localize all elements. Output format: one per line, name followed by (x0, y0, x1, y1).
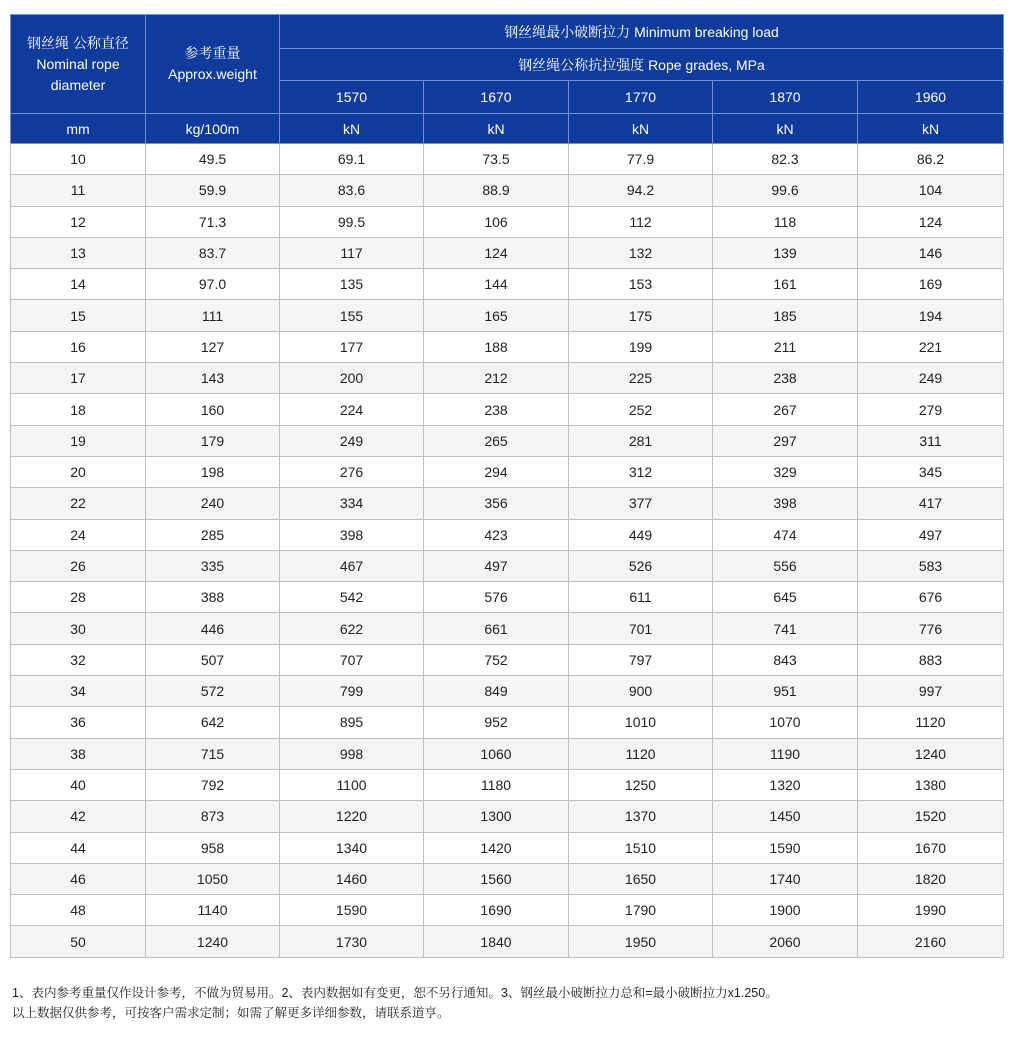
header-unit: kN (280, 114, 424, 144)
table-cell: 1670 (858, 832, 1004, 863)
header-diameter-cn: 钢丝绳 公称直径 (27, 34, 129, 51)
table-cell: 345 (858, 456, 1004, 487)
table-cell: 1380 (858, 769, 1004, 800)
table-row (11, 863, 1004, 894)
table-cell: 127 (146, 331, 280, 362)
table-cell: 249 (280, 425, 424, 456)
table-cell: 642 (146, 707, 280, 738)
table-cell: 1140 (146, 895, 280, 926)
table-row (11, 363, 1004, 394)
table-cell: 497 (424, 550, 569, 581)
table-cell: 13 (11, 237, 146, 268)
table-row (11, 175, 1004, 206)
table-cell: 497 (858, 519, 1004, 550)
table-cell: 281 (569, 425, 713, 456)
table-cell: 211 (713, 331, 858, 362)
table-cell: 572 (146, 676, 280, 707)
table-cell: 1370 (569, 801, 713, 832)
table-row (11, 300, 1004, 331)
table-cell: 97.0 (146, 269, 280, 300)
table-cell: 1180 (424, 769, 569, 800)
table-cell: 1240 (858, 738, 1004, 769)
header-grade: 1960 (858, 81, 1004, 114)
table-cell: 707 (280, 644, 424, 675)
header-unit: kN (424, 114, 569, 144)
table-row (11, 582, 1004, 613)
table-cell: 715 (146, 738, 280, 769)
table-cell: 144 (424, 269, 569, 300)
table-cell: 22 (11, 488, 146, 519)
table-cell: 1240 (146, 926, 280, 957)
table-row (11, 456, 1004, 487)
table-cell: 188 (424, 331, 569, 362)
table-cell: 1070 (713, 707, 858, 738)
table-cell: 2060 (713, 926, 858, 957)
table-cell: 356 (424, 488, 569, 519)
table-cell: 94.2 (569, 175, 713, 206)
header-unit: kN (569, 114, 713, 144)
table-cell: 849 (424, 676, 569, 707)
header-breaking-load: 钢丝绳最小破断拉力 Minimum breaking load (280, 15, 1004, 49)
table-cell: 86.2 (858, 144, 1004, 175)
header-unit: kg/100m (146, 114, 280, 144)
table-cell: 997 (858, 676, 1004, 707)
table-row (11, 644, 1004, 675)
table-cell: 311 (858, 425, 1004, 456)
table-row (11, 801, 1004, 832)
table-cell: 645 (713, 582, 858, 613)
table-cell: 1730 (280, 926, 424, 957)
table-cell: 1690 (424, 895, 569, 926)
table-cell: 14 (11, 269, 146, 300)
table-cell: 1340 (280, 832, 424, 863)
table-cell: 1190 (713, 738, 858, 769)
table-cell: 279 (858, 394, 1004, 425)
table-cell: 542 (280, 582, 424, 613)
table-cell: 1990 (858, 895, 1004, 926)
table-cell: 1300 (424, 801, 569, 832)
header-diameter-en: Nominal rope diameter (36, 55, 120, 93)
table-cell: 1560 (424, 863, 569, 894)
table-cell: 1790 (569, 895, 713, 926)
table-cell: 1460 (280, 863, 424, 894)
table-row (11, 676, 1004, 707)
table-cell: 741 (713, 613, 858, 644)
table-cell: 1950 (569, 926, 713, 957)
table-cell: 69.1 (280, 144, 424, 175)
table-cell: 335 (146, 550, 280, 581)
table-cell: 895 (280, 707, 424, 738)
table-row (11, 144, 1004, 175)
table-cell: 1520 (858, 801, 1004, 832)
header-diameter (11, 15, 146, 114)
table-cell: 112 (569, 206, 713, 237)
header-unit-row (11, 114, 1004, 144)
table-cell: 99.6 (713, 175, 858, 206)
footnote-line-1: 1、表内参考重量仅作设计参考，不做为贸易用。2、表内数据如有变更，恕不另行通知。3、钢丝最小破断拉力总和=最小破断拉力x1.250。 (12, 986, 778, 1000)
table-cell: 423 (424, 519, 569, 550)
table-cell: 143 (146, 363, 280, 394)
table-cell: 249 (858, 363, 1004, 394)
table-row (11, 488, 1004, 519)
table-row (11, 769, 1004, 800)
table-cell: 1450 (713, 801, 858, 832)
header-grade: 1870 (713, 81, 858, 114)
table-cell: 88.9 (424, 175, 569, 206)
table-cell: 32 (11, 644, 146, 675)
table-cell: 165 (424, 300, 569, 331)
header-unit: kN (713, 114, 858, 144)
table-cell: 2160 (858, 926, 1004, 957)
table-cell: 124 (424, 237, 569, 268)
table-cell: 958 (146, 832, 280, 863)
table-cell: 611 (569, 582, 713, 613)
table-cell: 24 (11, 519, 146, 550)
table-cell: 198 (146, 456, 280, 487)
table-cell: 776 (858, 613, 1004, 644)
table-cell: 10 (11, 144, 146, 175)
table-cell: 576 (424, 582, 569, 613)
table-cell: 526 (569, 550, 713, 581)
table-cell: 106 (424, 206, 569, 237)
table-cell: 169 (858, 269, 1004, 300)
table-cell: 139 (713, 237, 858, 268)
table-cell: 1650 (569, 863, 713, 894)
table-row (11, 394, 1004, 425)
table-cell: 238 (713, 363, 858, 394)
table-cell: 952 (424, 707, 569, 738)
header-weight-cn: 参考重量 (184, 45, 241, 61)
table-cell: 1120 (569, 738, 713, 769)
table-cell: 19 (11, 425, 146, 456)
table-cell: 44 (11, 832, 146, 863)
table-cell: 1820 (858, 863, 1004, 894)
table-cell: 276 (280, 456, 424, 487)
table-cell: 124 (858, 206, 1004, 237)
table-cell: 118 (713, 206, 858, 237)
footnote-line-2: 以上数据仅供参考，可按客户需求定制；如需了解更多详细参数，请联系道亨。 (12, 1006, 450, 1020)
table-cell: 117 (280, 237, 424, 268)
table-row (11, 895, 1004, 926)
footnotes (12, 983, 1002, 1023)
table-cell: 285 (146, 519, 280, 550)
table-cell: 792 (146, 769, 280, 800)
table-cell: 388 (146, 582, 280, 613)
table-cell: 42 (11, 801, 146, 832)
table-cell: 446 (146, 613, 280, 644)
table-cell: 417 (858, 488, 1004, 519)
table-cell: 334 (280, 488, 424, 519)
table-cell: 265 (424, 425, 569, 456)
table-row (11, 550, 1004, 581)
table-row (11, 269, 1004, 300)
table-cell: 15 (11, 300, 146, 331)
table-cell: 1740 (713, 863, 858, 894)
table-cell: 267 (713, 394, 858, 425)
table-row (11, 206, 1004, 237)
table-cell: 146 (858, 237, 1004, 268)
table-cell: 583 (858, 550, 1004, 581)
table-row (11, 707, 1004, 738)
table-cell: 1100 (280, 769, 424, 800)
table-cell: 843 (713, 644, 858, 675)
table-cell: 160 (146, 394, 280, 425)
table-cell: 77.9 (569, 144, 713, 175)
table-cell: 752 (424, 644, 569, 675)
table-cell: 398 (713, 488, 858, 519)
rope-spec-table (10, 14, 1004, 958)
table-cell: 179 (146, 425, 280, 456)
table-cell: 20 (11, 456, 146, 487)
table-cell: 185 (713, 300, 858, 331)
table-cell: 73.5 (424, 144, 569, 175)
table-cell: 16 (11, 331, 146, 362)
table-row (11, 331, 1004, 362)
table-cell: 883 (858, 644, 1004, 675)
table-cell: 622 (280, 613, 424, 644)
table-cell: 224 (280, 394, 424, 425)
header-grade: 1570 (280, 81, 424, 114)
table-cell: 998 (280, 738, 424, 769)
table-cell: 46 (11, 863, 146, 894)
table-cell: 104 (858, 175, 1004, 206)
table-cell: 30 (11, 613, 146, 644)
table-cell: 797 (569, 644, 713, 675)
table-cell: 177 (280, 331, 424, 362)
table-cell: 1590 (280, 895, 424, 926)
table-cell: 155 (280, 300, 424, 331)
table-cell: 951 (713, 676, 858, 707)
table-cell: 12 (11, 206, 146, 237)
table-cell: 212 (424, 363, 569, 394)
table-cell: 17 (11, 363, 146, 394)
table-cell: 238 (424, 394, 569, 425)
table-cell: 1050 (146, 863, 280, 894)
table-cell: 449 (569, 519, 713, 550)
table-cell: 240 (146, 488, 280, 519)
table-cell: 153 (569, 269, 713, 300)
table-cell: 111 (146, 300, 280, 331)
table-cell: 1120 (858, 707, 1004, 738)
table-cell: 18 (11, 394, 146, 425)
table-cell: 83.7 (146, 237, 280, 268)
table-row (11, 832, 1004, 863)
table-cell: 199 (569, 331, 713, 362)
table-cell: 34 (11, 676, 146, 707)
table-cell: 329 (713, 456, 858, 487)
table-cell: 507 (146, 644, 280, 675)
table-body (11, 144, 1004, 958)
table-cell: 1510 (569, 832, 713, 863)
table-cell: 1420 (424, 832, 569, 863)
table-cell: 49.5 (146, 144, 280, 175)
table-cell: 175 (569, 300, 713, 331)
table-cell: 312 (569, 456, 713, 487)
table-cell: 1900 (713, 895, 858, 926)
table-cell: 297 (713, 425, 858, 456)
table-cell: 1590 (713, 832, 858, 863)
header-grade: 1670 (424, 81, 569, 114)
table-cell: 252 (569, 394, 713, 425)
table-cell: 225 (569, 363, 713, 394)
table-row (11, 613, 1004, 644)
table-cell: 1010 (569, 707, 713, 738)
header-weight-en: Approx.weight (168, 66, 257, 82)
table-cell: 82.3 (713, 144, 858, 175)
table-cell: 701 (569, 613, 713, 644)
table-cell: 1060 (424, 738, 569, 769)
table-cell: 11 (11, 175, 146, 206)
table-row (11, 926, 1004, 957)
table-cell: 1320 (713, 769, 858, 800)
table-cell: 48 (11, 895, 146, 926)
table-row (11, 519, 1004, 550)
table-cell: 1840 (424, 926, 569, 957)
table-cell: 161 (713, 269, 858, 300)
table-cell: 799 (280, 676, 424, 707)
table-cell: 40 (11, 769, 146, 800)
header-unit: kN (858, 114, 1004, 144)
table-cell: 71.3 (146, 206, 280, 237)
table-cell: 1220 (280, 801, 424, 832)
table-cell: 676 (858, 582, 1004, 613)
table-cell: 294 (424, 456, 569, 487)
table-row (11, 738, 1004, 769)
table-cell: 377 (569, 488, 713, 519)
table-cell: 873 (146, 801, 280, 832)
table-header (11, 15, 1004, 144)
table-row (11, 425, 1004, 456)
table-cell: 200 (280, 363, 424, 394)
table-cell: 221 (858, 331, 1004, 362)
table-cell: 474 (713, 519, 858, 550)
table-cell: 398 (280, 519, 424, 550)
table-cell: 28 (11, 582, 146, 613)
table-cell: 26 (11, 550, 146, 581)
table-cell: 556 (713, 550, 858, 581)
header-weight (146, 15, 280, 114)
header-grade: 1770 (569, 81, 713, 114)
table-cell: 1250 (569, 769, 713, 800)
header-unit: mm (11, 114, 146, 144)
table-cell: 194 (858, 300, 1004, 331)
table-cell: 38 (11, 738, 146, 769)
table-cell: 36 (11, 707, 146, 738)
table-cell: 900 (569, 676, 713, 707)
table-cell: 132 (569, 237, 713, 268)
table-cell: 83.6 (280, 175, 424, 206)
table-cell: 467 (280, 550, 424, 581)
table-cell: 50 (11, 926, 146, 957)
table-cell: 661 (424, 613, 569, 644)
header-rope-grades: 钢丝绳公称抗拉强度 Rope grades, MPa (280, 49, 1004, 81)
table-cell: 99.5 (280, 206, 424, 237)
table-row (11, 237, 1004, 268)
table-cell: 59.9 (146, 175, 280, 206)
table-cell: 135 (280, 269, 424, 300)
